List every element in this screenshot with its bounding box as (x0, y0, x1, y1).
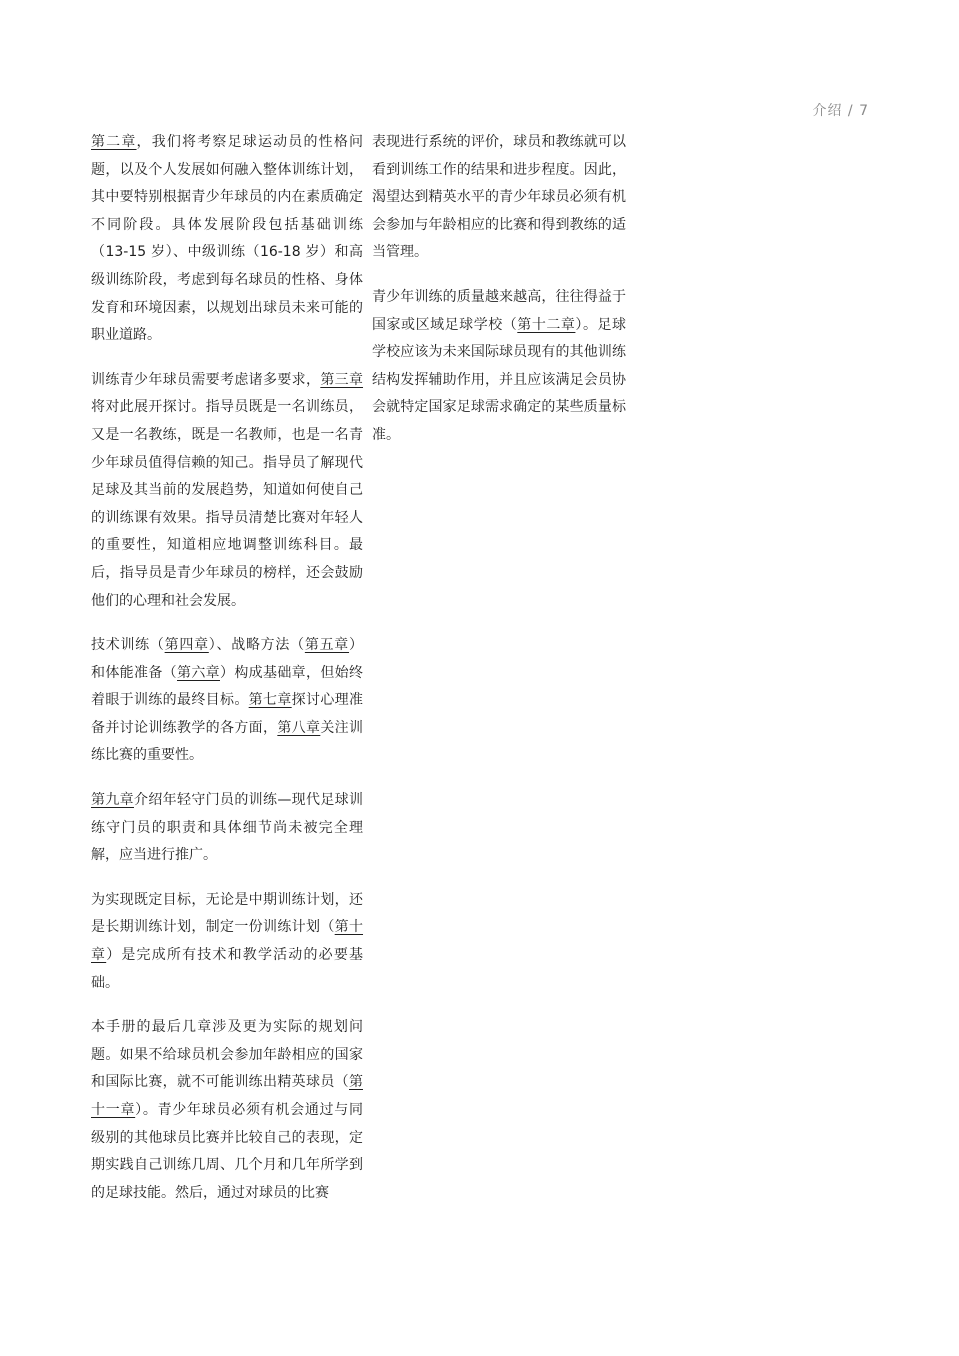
header-separator: / (847, 103, 854, 119)
paragraph-text: 青少年训练的质量越来越高，往往得益于国家或区域足球学校（ (372, 288, 626, 333)
paragraph-text: 训练青少年球员需要考虑诸多要求， (91, 371, 321, 388)
paragraph (91, 887, 363, 997)
paragraph-text: ）和体能准备（ (91, 637, 364, 681)
paragraph-text: ）构成基础章，但始终着眼于训练的最终目标。 (91, 664, 363, 709)
paragraph-text: ）。足球学校应该为未来国际球员现有的其他训练结构发挥辅助作用，并且应该满足会员协会就特定国家足球需求确定的某些质量标准。 (372, 316, 627, 443)
paragraph (91, 632, 363, 770)
chapter-reference-link[interactable]: 第六章 (177, 664, 220, 681)
right-column (372, 129, 626, 467)
chapter-reference-link[interactable]: 第九章 (91, 792, 134, 809)
page-number: 7 (859, 103, 869, 119)
paragraph-text: 介绍年轻守门员的训练—现代足球训练守门员的职责和具体细节尚未被完全理解，应当进行推广。 (91, 792, 363, 864)
paragraph (91, 367, 363, 615)
paragraph (372, 284, 626, 450)
paragraph (91, 129, 363, 350)
chapter-reference-link[interactable]: 第二章 (91, 134, 137, 150)
paragraph (91, 1014, 363, 1207)
paragraph-text: 探讨心理准备并讨论训练教学的各方面， (91, 692, 364, 736)
chapter-reference-link[interactable]: 第十二章 (517, 316, 576, 333)
paragraph-text: 为实现既定目标，无论是中期训练计划，还是长期训练计划，制定一份训练计划（ (91, 891, 363, 936)
paragraph-text: 将对此展开探讨。指导员既是一名训练员，又是一名教练，既是一名教师，也是一名青少年球员值得信赖的知己。指导员了解现代足球及其当前的发展趋势，知道如何使自己的训练课有效果。指导员清楚比赛对年轻人的重要性，知道相应地调整训练科目。最后，指导员是青少年球员的榜样，还会鼓励他们的心理和社会发展。 (91, 399, 363, 609)
paragraph-text: ）是完成所有技术和教学活动的必要基础。 (91, 947, 364, 991)
paragraph-text: 关注训练比赛的重要性。 (91, 719, 364, 764)
page-header (812, 100, 869, 120)
paragraph-text: ，我们将考察足球运动员的性格问题，以及个人发展如何融入整体训练计划，其中要特别根据青少年球员的内在素质确定不同阶段。具体发展阶段包括基础训练（13-15 岁）、中级训练（16-18 岁）和高级训练阶段，考虑到每名球员的性格、身体发育和环境因素，以规划出球员未来可能的职业道路。 (91, 134, 364, 344)
left-column (91, 129, 363, 1224)
chapter-reference-link[interactable]: 第三章 (320, 371, 364, 388)
paragraph (372, 129, 626, 267)
paragraph (91, 787, 363, 870)
chapter-reference-link[interactable]: 第四章 (164, 637, 209, 654)
paragraph-text: 技术训练（ (91, 637, 165, 654)
paragraph-text: 表现进行系统的评价，球员和教练就可以看到训练工作的结果和进步程度。因此，渴望达到精英水平的青少年球员必须有机会参加与年龄相应的比赛和得到教练的适当管理。 (372, 134, 626, 261)
paragraph-text: ）。青少年球员必须有机会通过与同级别的其他球员比赛并比较自己的表现，定期实践自己训练几周、几个月和几年所学到的足球技能。然后，通过对球员的比赛 (91, 1102, 364, 1201)
chapter-reference-link[interactable]: 第七章 (248, 692, 292, 709)
paragraph-text: ）、战略方法（ (208, 637, 305, 654)
chapter-reference-link[interactable]: 第十一章 (91, 1074, 363, 1118)
chapter-reference-link[interactable]: 第五章 (304, 637, 350, 654)
chapter-reference-link[interactable]: 第八章 (277, 719, 321, 736)
paragraph-text: 本手册的最后几章涉及更为实际的规划问题。如果不给球员机会参加年龄相应的国家和国际比赛，就不可能训练出精英球员（ (91, 1019, 363, 1091)
section-title: 介绍 (812, 103, 843, 119)
chapter-reference-link[interactable]: 第十章 (91, 919, 364, 964)
